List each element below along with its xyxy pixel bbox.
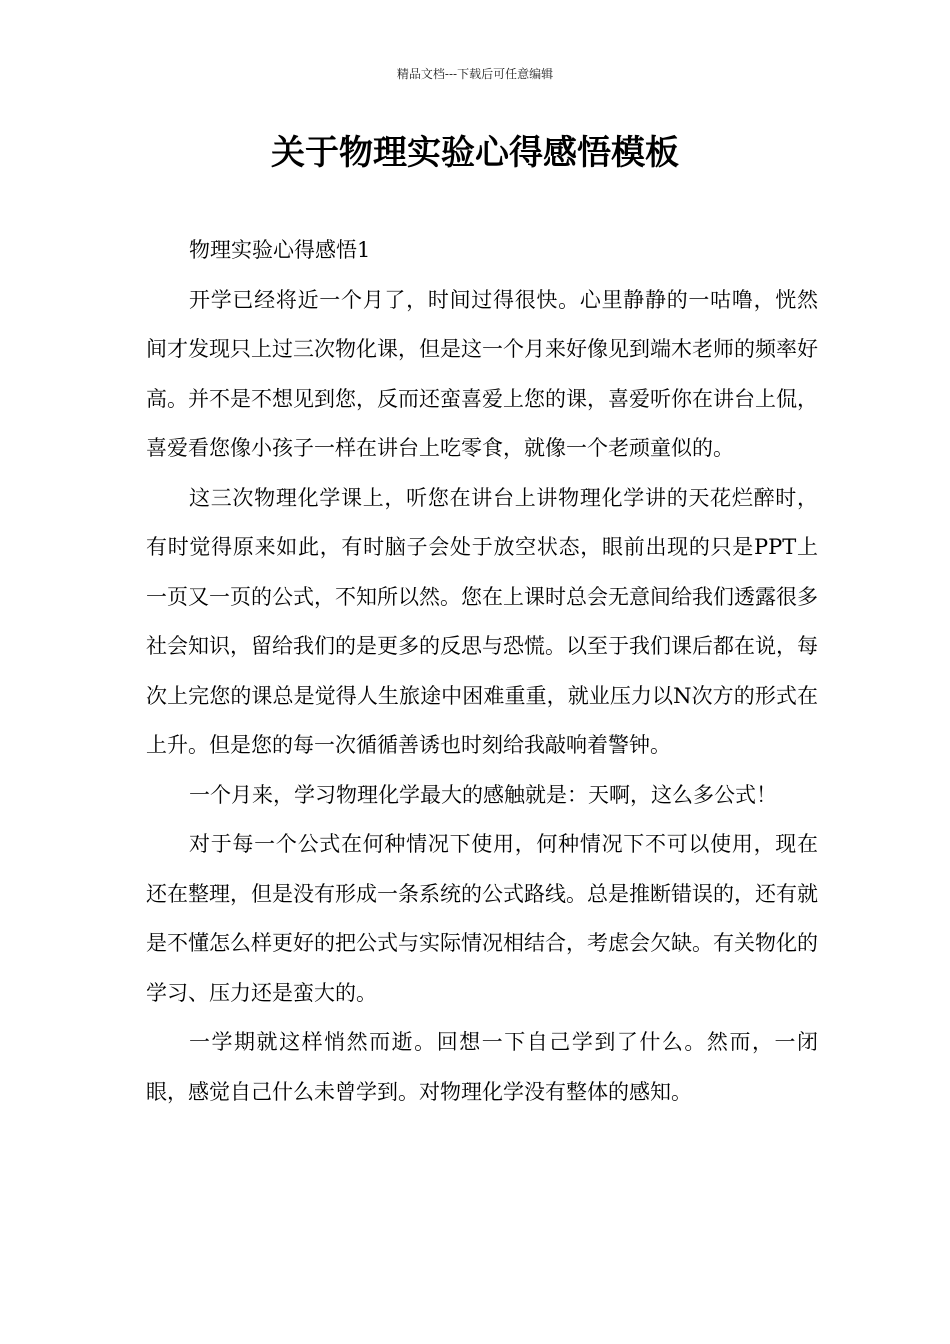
- paragraph: 一学期就这样悄然而逝。回想一下自己学到了什么。然而，一闭眼，感觉自己什么未曾学到。对物理化学没有整体的感知。: [146, 1030, 818, 1104]
- paragraph: 开学已经将近一个月了，时间过得很快。心里静静的一咕噜，恍然间才发现只上过三次物化课，但是这一个月来好像见到端木老师的频率好高。并不是不想见到您，反而还蛮喜爱上您的课，喜爱听你在讲台上侃，喜爱看您像小孩子一样在讲台上吃零食，就像一个老顽童似的。: [146, 287, 818, 460]
- section-heading: 物理实验心得感悟1: [189, 238, 371, 262]
- paragraph: 一个月来，学习物理化学最大的感触就是：天啊，这么多公式！: [189, 782, 777, 807]
- document-body: [146, 226, 818, 1117]
- paragraph: 对于每一个公式在何种情况下使用，何种情况下不可以使用，现在还在整理，但是没有形成一条系统的公式路线。总是推断错误的，还有就是不懂怎么样更好的把公式与实际情况相结合，考虑会欠缺。有关物化的学习、压力还是蛮大的。: [146, 832, 818, 1005]
- document-title: 关于物理实验心得感悟模板: [271, 133, 679, 173]
- paragraph: 这三次物理化学课上，听您在讲台上讲物理化学讲的天花烂醉时，有时觉得原来如此，有时脑子会处于放空状态，眼前出现的只是PPT上一页又一页的公式，不知所以然。您在上课时总会无意间给我们透露很多社会知识，留给我们的是更多的反思与恐慌。以至于我们课后都在说，每次上完您的课总是觉得人生旅途中困难重重，就业压力以N次方的形式在上升。但是您的每一次循循善诱也时刻给我敲响着警钟。: [146, 485, 818, 757]
- header-note: 精品文档---下载后可任意编辑: [396, 67, 554, 81]
